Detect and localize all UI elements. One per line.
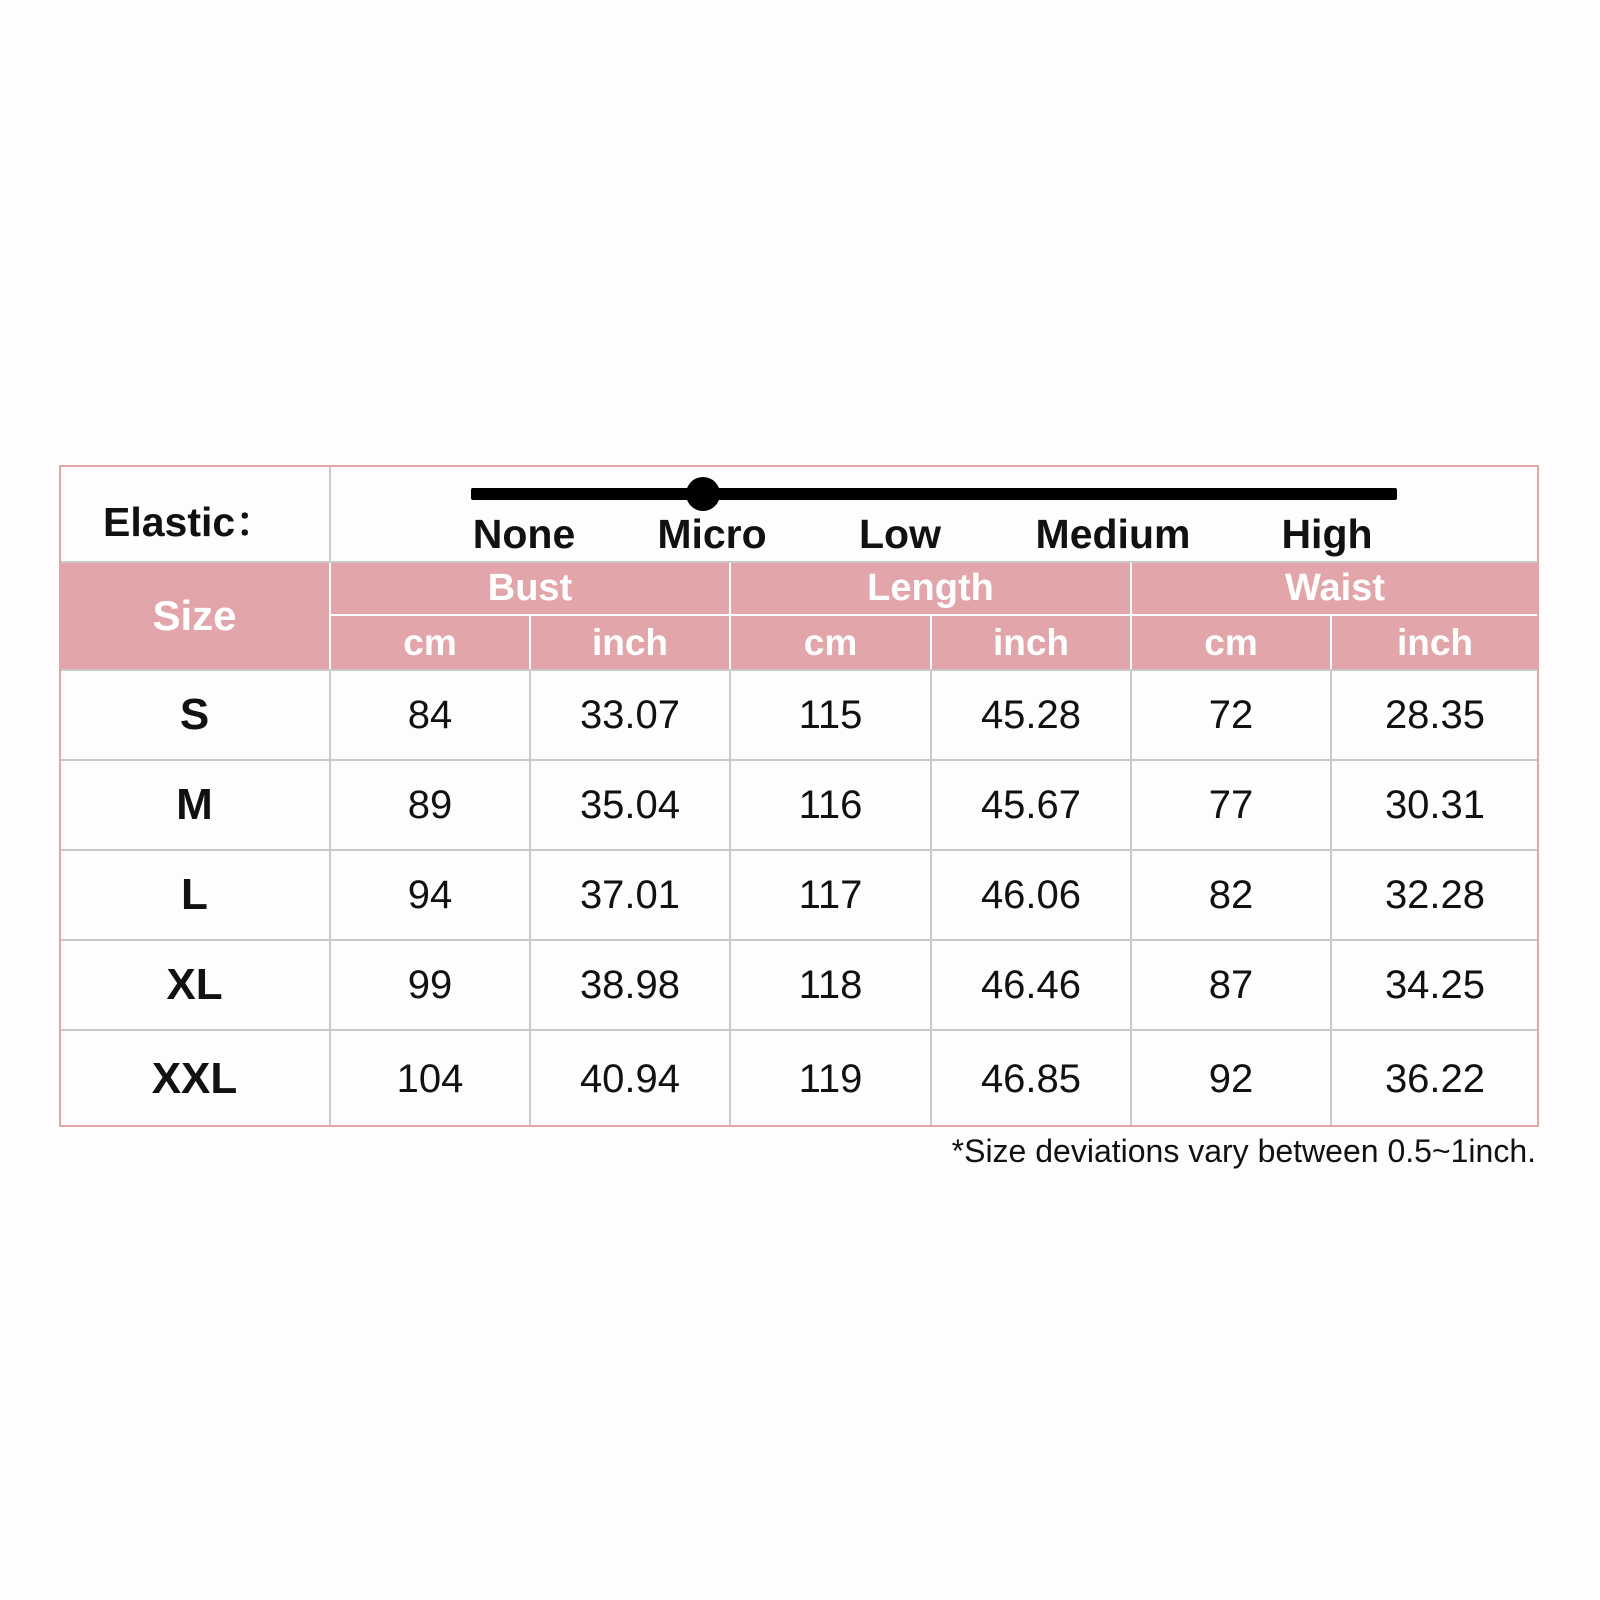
size-cell: XL bbox=[166, 960, 223, 1009]
length-cm-cell: 116 bbox=[798, 782, 863, 827]
elastic-option-low: Low bbox=[859, 511, 941, 557]
length-inch-cell: 46.85 bbox=[980, 1056, 1082, 1101]
length-inch-cell: 45.28 bbox=[980, 692, 1082, 737]
length-cm-header: cm bbox=[803, 621, 858, 663]
elastic-option-high: High bbox=[1281, 511, 1373, 557]
waist-inch-cell: 36.22 bbox=[1384, 1056, 1486, 1101]
size-cell: M bbox=[176, 780, 213, 829]
bust-inch-cell: 38.98 bbox=[579, 962, 681, 1007]
size-column-header: Size bbox=[152, 591, 237, 639]
length-cm-cell: 115 bbox=[798, 692, 863, 737]
waist-group-header: Waist bbox=[1285, 566, 1385, 609]
bust-inch-header: inch bbox=[591, 621, 669, 663]
size-chart-table bbox=[59, 465, 1539, 1127]
elastic-scale-bar bbox=[471, 488, 1397, 500]
elastic-scale-marker bbox=[686, 477, 720, 511]
waist-cm-cell: 92 bbox=[1208, 1056, 1254, 1101]
length-cm-cell: 119 bbox=[798, 1056, 863, 1101]
length-inch-cell: 46.46 bbox=[980, 962, 1082, 1007]
length-cm-cell: 117 bbox=[798, 872, 863, 917]
bust-cm-cell: 104 bbox=[396, 1056, 464, 1101]
elastic-option-none: None bbox=[472, 511, 576, 557]
length-cm-cell: 118 bbox=[798, 962, 863, 1007]
size-cell: S bbox=[179, 690, 210, 739]
bust-cm-cell: 84 bbox=[407, 692, 453, 737]
waist-cm-cell: 87 bbox=[1208, 962, 1254, 1007]
waist-cm-cell: 82 bbox=[1208, 872, 1254, 917]
bust-inch-cell: 37.01 bbox=[579, 872, 681, 917]
waist-inch-header: inch bbox=[1396, 621, 1474, 663]
elastic-label: Elastic： bbox=[103, 499, 277, 545]
bust-cm-header: cm bbox=[403, 621, 457, 663]
bust-inch-cell: 35.04 bbox=[579, 782, 681, 827]
elastic-option-micro: Micro bbox=[657, 511, 767, 557]
grid-line bbox=[329, 465, 331, 562]
waist-inch-cell: 34.25 bbox=[1384, 962, 1486, 1007]
waist-cm-header: cm bbox=[1204, 621, 1258, 663]
bust-group-header: Bust bbox=[487, 566, 573, 609]
size-cell: L bbox=[181, 870, 208, 919]
size-cell: XXL bbox=[151, 1054, 238, 1103]
length-inch-cell: 45.67 bbox=[980, 782, 1082, 827]
elastic-option-medium: Medium bbox=[1035, 511, 1191, 557]
bust-inch-cell: 33.07 bbox=[579, 692, 681, 737]
waist-inch-cell: 30.31 bbox=[1384, 782, 1486, 827]
bust-inch-cell: 40.94 bbox=[579, 1056, 681, 1101]
length-inch-cell: 46.06 bbox=[980, 872, 1082, 917]
bust-cm-cell: 94 bbox=[407, 872, 453, 917]
size-deviation-note: *Size deviations vary between 0.5~1inch. bbox=[951, 1133, 1536, 1169]
length-inch-header: inch bbox=[992, 621, 1070, 663]
waist-inch-cell: 32.28 bbox=[1384, 872, 1486, 917]
length-group-header: Length bbox=[867, 566, 994, 609]
bust-cm-cell: 99 bbox=[407, 962, 453, 1007]
waist-cm-cell: 77 bbox=[1208, 782, 1254, 827]
bust-cm-cell: 89 bbox=[407, 782, 453, 827]
waist-inch-cell: 28.35 bbox=[1384, 692, 1486, 737]
waist-cm-cell: 72 bbox=[1208, 692, 1254, 737]
grid-line bbox=[59, 561, 1539, 563]
